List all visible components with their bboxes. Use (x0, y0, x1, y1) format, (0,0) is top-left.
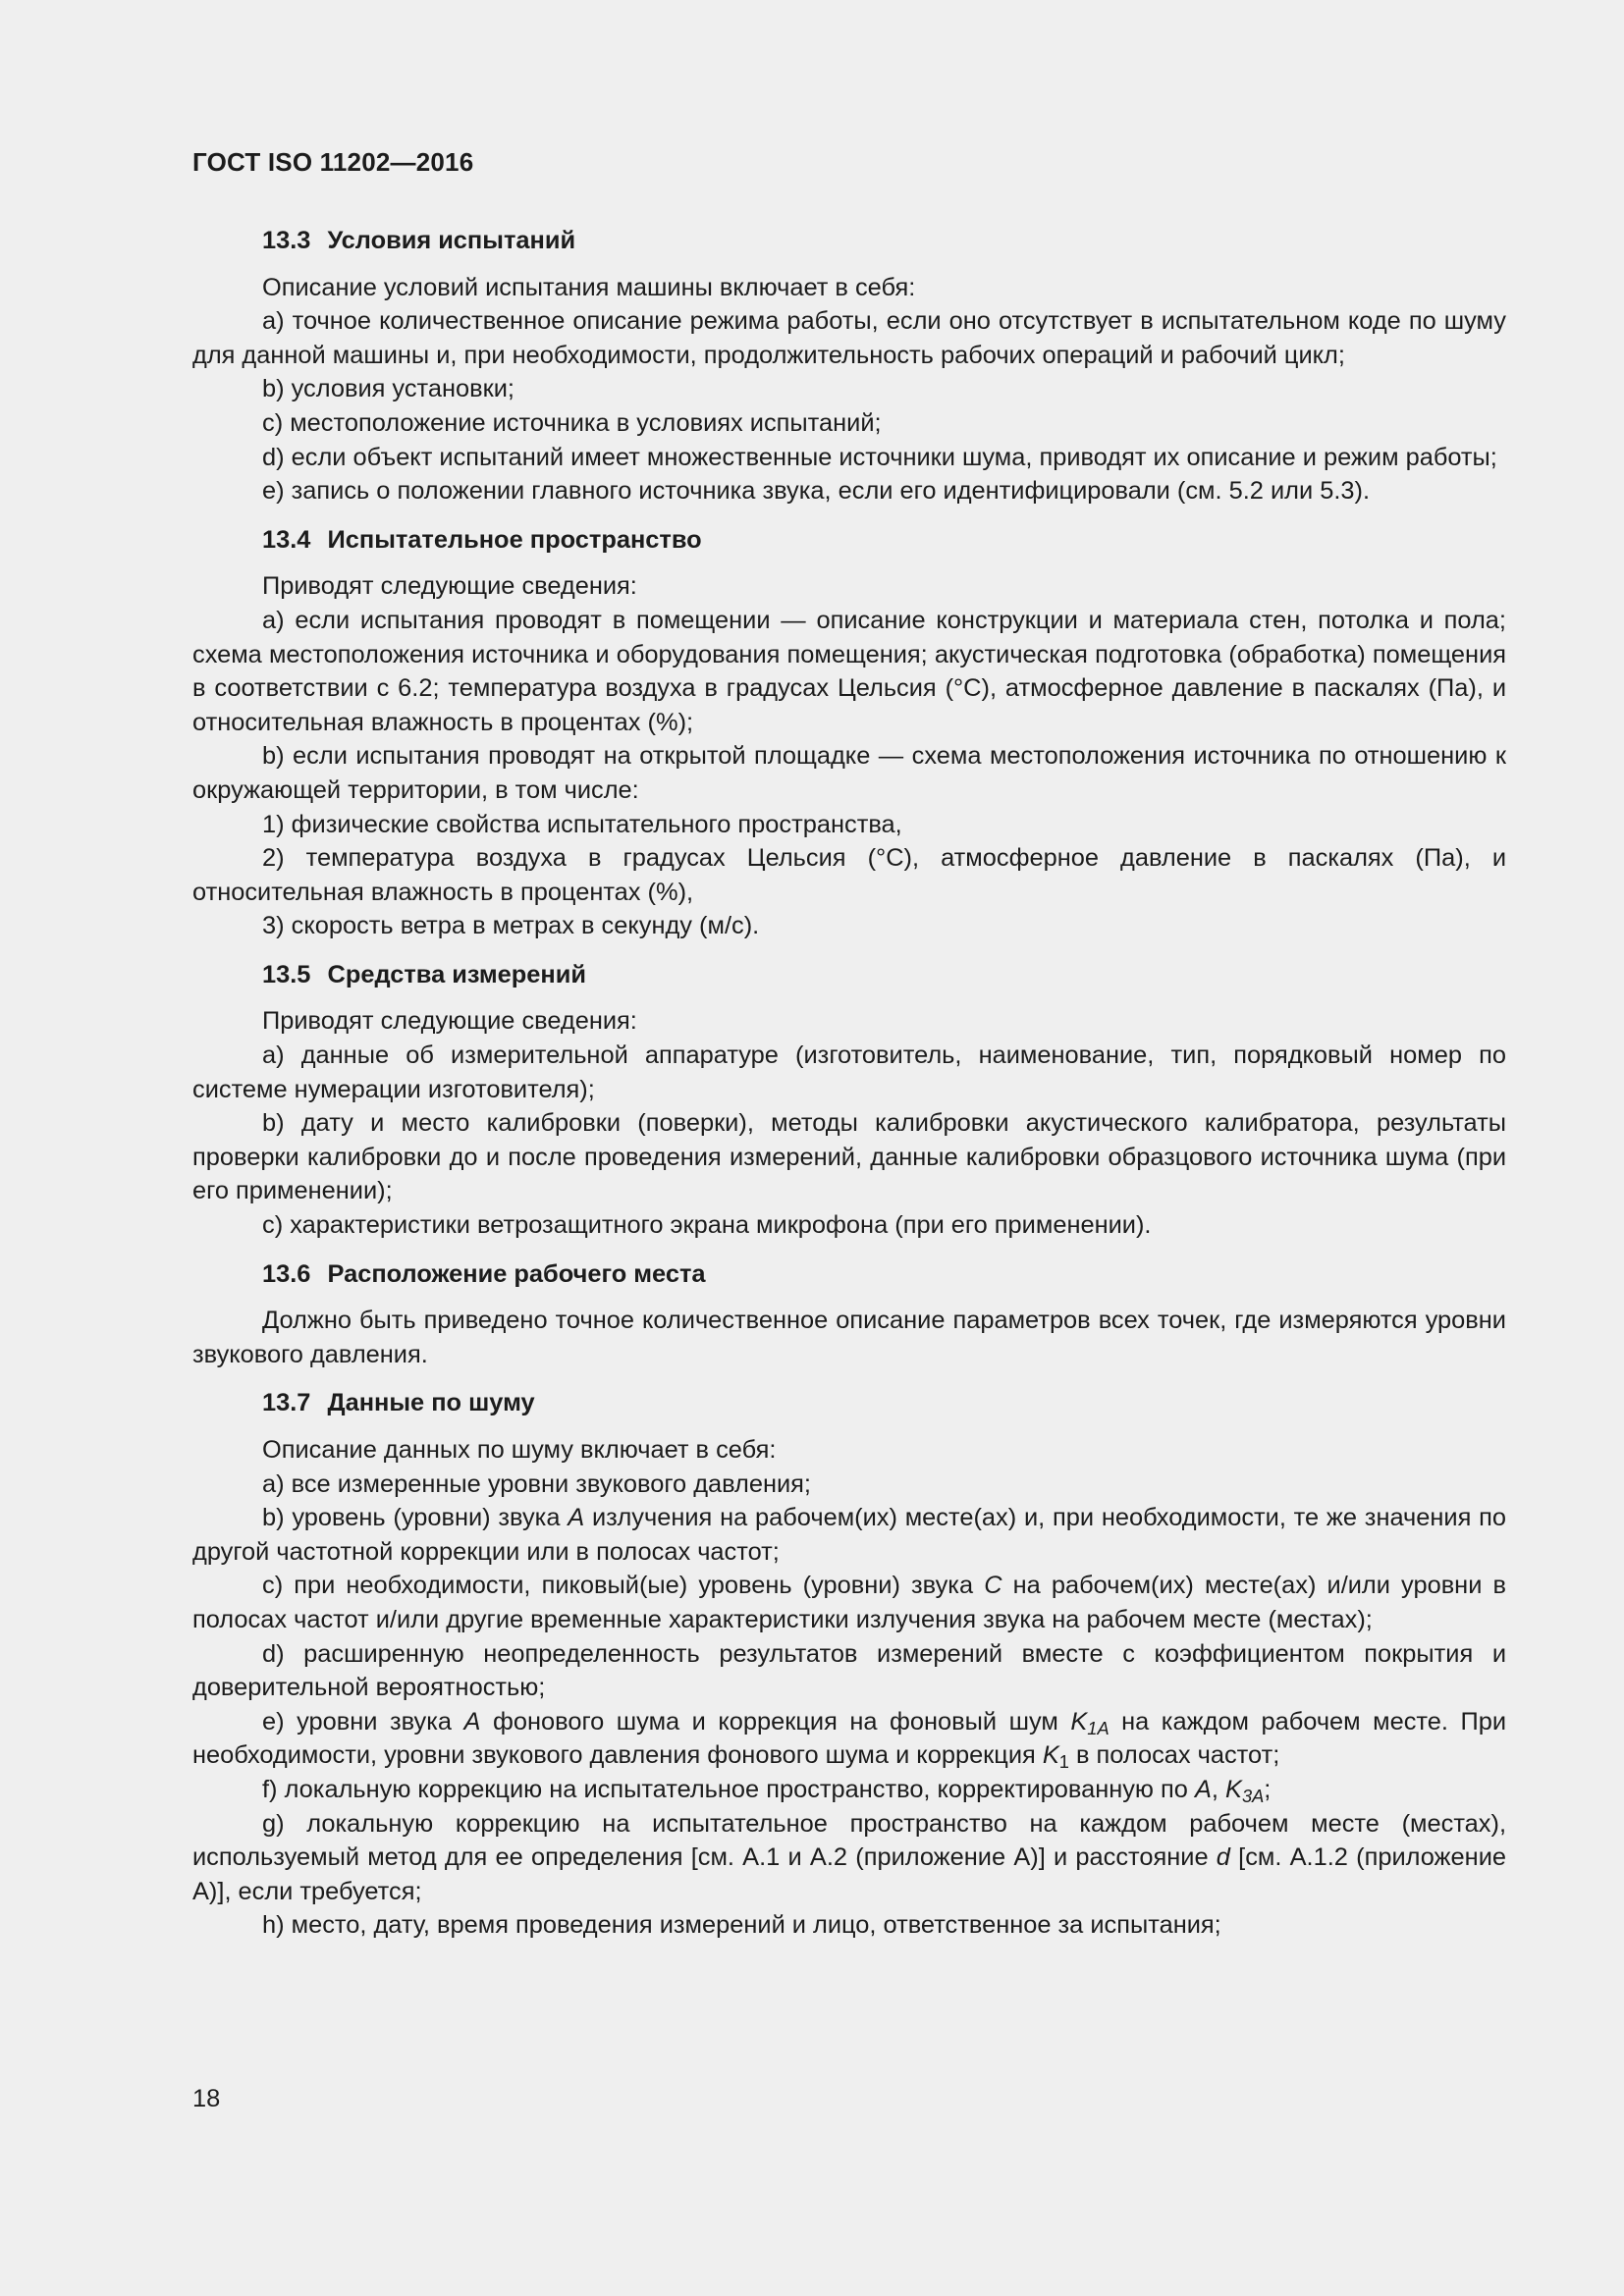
list-item: b) если испытания проводят на открытой площадке — схема местоположения источника по отношению к окружающей территории, в том числе: (192, 742, 1506, 804)
page-body (192, 0, 1506, 2296)
list-item: a) точное количественное описание режима работы, если оно отсутствует в испытательном коде по шуму для данной машины и, при необходимости, продолжительность рабочих операций и рабочий цикл; (192, 307, 1506, 369)
section-heading (192, 1257, 1506, 1292)
section-heading (192, 1386, 1506, 1420)
symbol: A (1194, 1775, 1212, 1803)
list-item: 3) скорость ветра в метрах в секунду (м/с). (262, 912, 760, 940)
list-item: h) место, дату, время проведения измерений и лицо, ответственное за испытания; (262, 1911, 1221, 1940)
document-header: ГОСТ ISO 11202—2016 (192, 147, 474, 177)
section-number: 13.7 (262, 1389, 311, 1417)
section-13-3 (192, 224, 1506, 508)
list-item (192, 1569, 1506, 1636)
section-heading (192, 958, 1506, 992)
symbol: K (1070, 1707, 1088, 1735)
document-content (192, 224, 1506, 1957)
list-item: d) расширенную неопределенность результатов измерений вместе с коэффициентом покрытия и доверительной вероятностью; (192, 1639, 1506, 1702)
section-title: Средства измерений (327, 960, 586, 988)
page-number: 18 (192, 2085, 221, 2112)
text-run: g) локальную коррекцию на испытательное пространство на каждом рабочем месте (местах), используемый метод для ее определения [см. А.1 и А.2 (приложение А)] и расстояние (192, 1809, 1506, 1872)
subscript: 1 (1058, 1751, 1069, 1773)
subscript: 1A (1087, 1717, 1110, 1738)
list-item: a) все измеренные уровни звукового давления; (262, 1469, 811, 1498)
section-heading (192, 224, 1506, 258)
list-item (192, 1807, 1506, 1909)
section-title: Данные по шуму (327, 1389, 535, 1417)
text-run: , (1211, 1775, 1226, 1803)
section-title: Расположение рабочего места (327, 1259, 706, 1288)
section-title: Условия испытаний (327, 227, 576, 254)
list-item (192, 1501, 1506, 1569)
section-heading (192, 523, 1506, 558)
list-item: c) местоположение источника в условиях испытаний; (262, 408, 882, 437)
text-run: ; (1264, 1775, 1272, 1803)
text-run: в полосах частот; (1068, 1741, 1280, 1770)
section-number: 13.5 (262, 960, 311, 988)
section-number: 13.6 (262, 1259, 311, 1288)
paragraph: Приводят следующие сведения: (262, 1007, 637, 1036)
subscript: 3A (1241, 1786, 1265, 1807)
list-item: b) дату и место калибровки (поверки), методы калибровки акустического калибратора, результаты проверки калибровки до и после проведения измерений, данные калибровки образцового источника шума (при его применении); (192, 1109, 1506, 1205)
symbol: K (1225, 1775, 1242, 1803)
text-run: фонового шума и коррекция на фоновый шум (480, 1707, 1071, 1735)
paragraph: Описание условий испытания машины включает в себя: (262, 273, 916, 301)
paragraph: Приводят следующие сведения: (262, 572, 637, 601)
text-run: e) уровни звука (262, 1707, 464, 1735)
list-item: a) если испытания проводят в помещении — описание конструкции и материала стен, потолка и пола; схема местоположения источника и оборудования помещения; акустическая подготовка (обработка) помещения в соответствии с 6.2; температура воздуха в градусах Цельсия (°С), атмосферное давление в паскалях (Па), и относительная влажность в процентах (%); (192, 606, 1506, 736)
text-run: на каждом рабочем месте. При необходимости, уровни звукового давления фонового шума и коррекция (192, 1707, 1507, 1770)
list-item (192, 1773, 1506, 1807)
text-run: b) уровень (уровни) звука (262, 1504, 568, 1532)
section-13-7 (192, 1386, 1506, 1943)
list-item: b) условия установки; (262, 375, 514, 403)
list-item: a) данные об измерительной аппаратуре (изготовитель, наименование, тип, порядковый номер по системе нумерации изготовителя); (192, 1041, 1506, 1103)
symbol: A (463, 1707, 481, 1735)
list-item: d) если объект испытаний имеет множественные источники шума, приводят их описание и режим работы; (262, 443, 1497, 471)
paragraph: Должно быть приведено точное количественное описание параметров всех точек, где измеряются уровни звукового давления. (192, 1307, 1506, 1368)
list-item: 2) температура воздуха в градусах Цельсия (°С), атмосферное давление в паскалях (Па), и относительная влажность в процентах (%), (192, 844, 1506, 906)
section-number: 13.3 (262, 227, 311, 254)
section-13-6 (192, 1257, 1506, 1372)
text-run: на рабочем(их) месте(ах) и/или уровни в полосах частот и/или другие временные характеристики излучения звука на рабочем месте (местах); (192, 1572, 1506, 1633)
list-item (192, 1705, 1506, 1773)
symbol: C (984, 1572, 1002, 1600)
list-item: e) запись о положении главного источника звука, если его идентифицировали (см. 5.2 или 5.3). (262, 477, 1370, 506)
paragraph: Описание данных по шуму включает в себя: (262, 1436, 777, 1464)
symbol: d (1216, 1843, 1230, 1872)
text-run: излучения на рабочем(их) месте(ах) и, при необходимости, те же значения по другой частотной коррекции или в полосах частот; (192, 1504, 1506, 1566)
section-13-5 (192, 958, 1506, 1243)
symbol: A (568, 1504, 585, 1532)
section-13-4 (192, 523, 1506, 943)
section-title: Испытательное пространство (327, 525, 702, 554)
list-item: 1) физические свойства испытательного пространства, (262, 810, 902, 838)
text-run: c) при необходимости, пиковый(ые) уровень (уровни) звука (262, 1572, 985, 1600)
section-number: 13.4 (262, 525, 311, 554)
symbol: K (1042, 1741, 1059, 1770)
list-item: c) характеристики ветрозащитного экрана микрофона (при его применении). (262, 1211, 1152, 1240)
text-run: [см. А.1.2 (приложение А)], если требуется; (192, 1843, 1506, 1905)
text-run: f) локальную коррекцию на испытательное пространство, корректированную по (262, 1775, 1195, 1803)
